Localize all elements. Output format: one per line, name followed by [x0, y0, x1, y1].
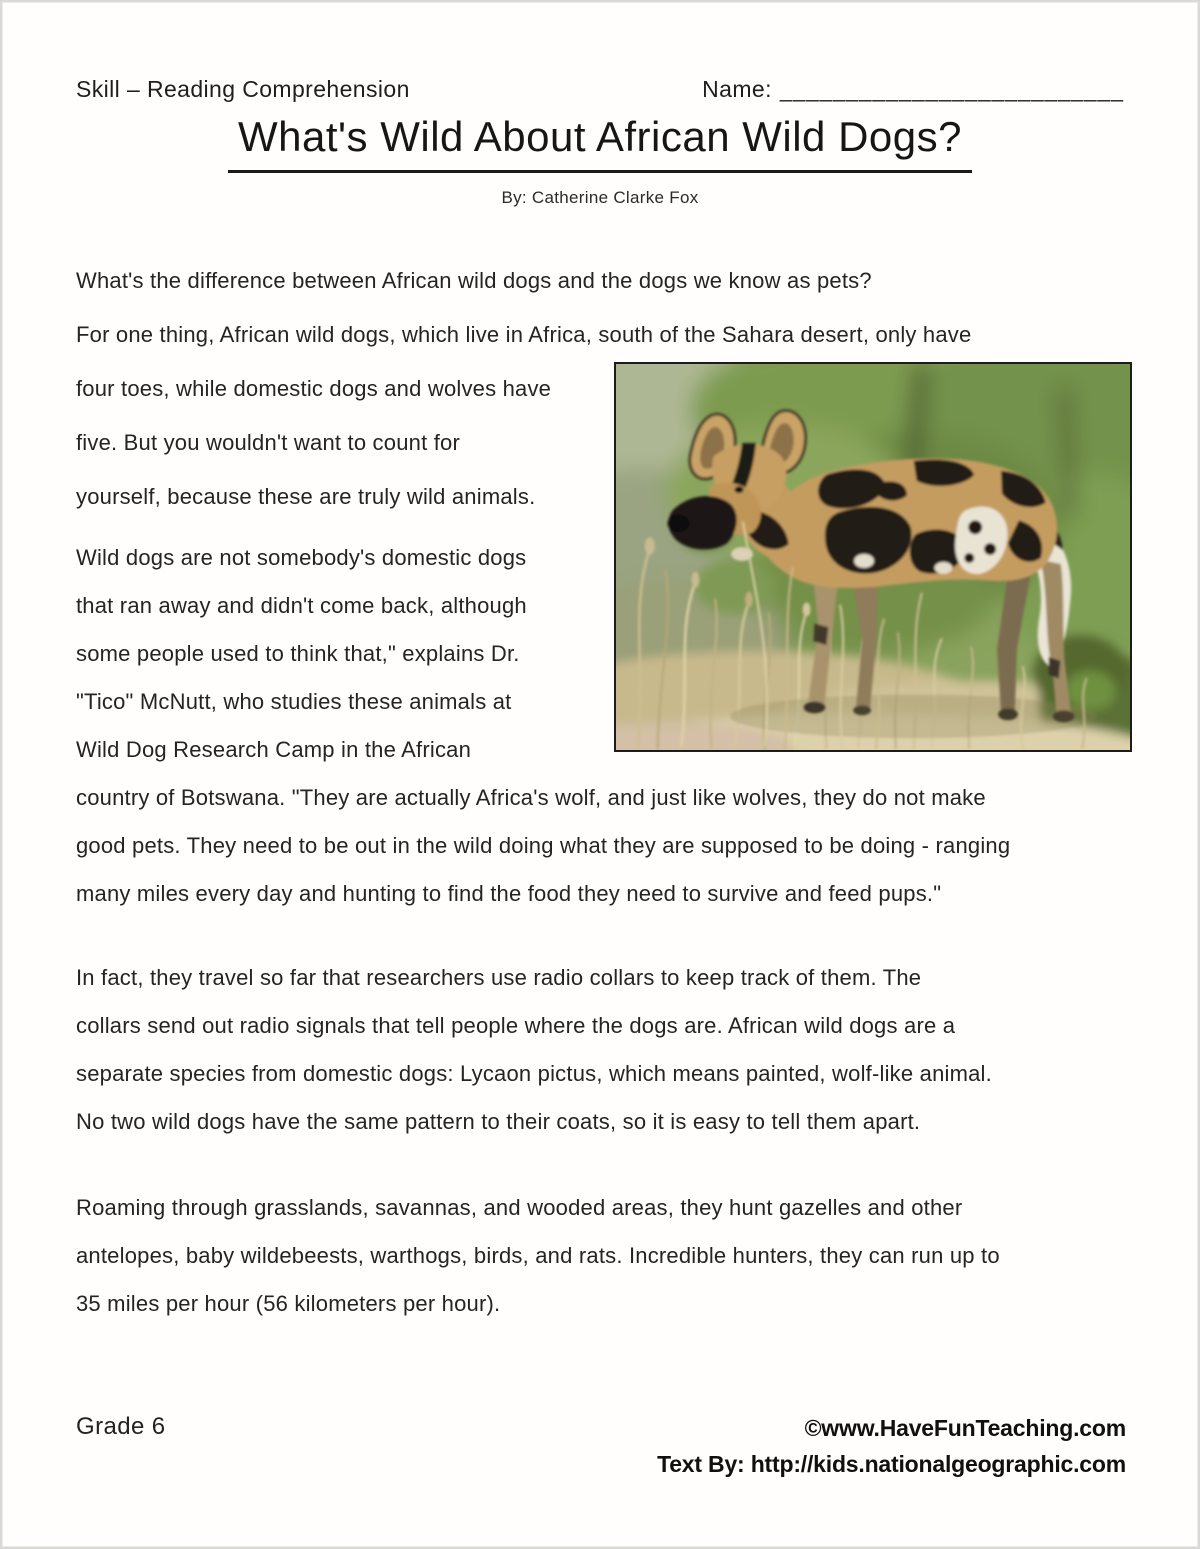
- text-line: Roaming through grasslands, savannas, and wooded areas, they hunt gazelles and other: [76, 1195, 963, 1220]
- credit-text-by: Text By: http://kids.nationalgeographic.com: [657, 1451, 1126, 1477]
- text-line: yourself, because these are truly wild animals.: [76, 484, 536, 509]
- grade-label: Grade 6: [76, 1413, 166, 1440]
- text-line: five. But you wouldn't want to count for: [76, 430, 460, 455]
- wild-dog-illustration: [616, 364, 1130, 750]
- text-line: separate species from domestic dogs: Lycaon pictus, which means painted, wolf-like animal.: [76, 1061, 992, 1086]
- text-line: 35 miles per hour (56 kilometers per hour).: [76, 1291, 501, 1316]
- text-line: "Tico" McNutt, who studies these animals at: [76, 689, 512, 714]
- name-blank-line: __________________________: [779, 77, 1124, 102]
- byline: By: Catherine Clarke Fox: [501, 188, 699, 207]
- name-field: [702, 76, 1124, 103]
- paragraph-4: [76, 1184, 1132, 1328]
- text-line: Wild dogs are not somebody's domestic dogs: [76, 545, 527, 570]
- page-footer: [76, 1410, 1126, 1482]
- paragraph-3: [76, 954, 1132, 1146]
- name-label: Name:: [702, 76, 772, 102]
- article-body: [76, 254, 1132, 1328]
- credit-site: ©www.HaveFunTeaching.com: [804, 1415, 1126, 1441]
- text-line: What's the difference between African wild dogs and the dogs we know as pets?: [76, 268, 872, 293]
- page-title: What's Wild About African Wild Dogs?: [228, 108, 972, 173]
- text-line: No two wild dogs have the same pattern to their coats, so it is easy to tell them apart.: [76, 1109, 921, 1134]
- page-header: [76, 76, 1124, 103]
- text-line: four toes, while domestic dogs and wolves have: [76, 376, 552, 401]
- text-line: many miles every day and hunting to find the food they need to survive and feed pups.": [76, 881, 942, 906]
- text-line: In fact, they travel so far that researchers use radio collars to keep track of them. The: [76, 965, 922, 990]
- text-line: antelopes, baby wildebeests, warthogs, birds, and rats. Incredible hunters, they can run up to: [76, 1243, 1000, 1268]
- text-line: that ran away and didn't come back, although: [76, 593, 527, 618]
- text-line: some people used to think that," explains Dr.: [76, 641, 520, 666]
- text-line: collars send out radio signals that tell people where the dogs are. African wild dogs are a: [76, 1013, 956, 1038]
- credits: [657, 1410, 1126, 1482]
- text-line: good pets. They need to be out in the wild doing what they are supposed to be doing - ranging: [76, 833, 1011, 858]
- title-row: [2, 108, 1198, 173]
- text-line: For one thing, African wild dogs, which live in Africa, south of the Sahara desert, only have: [76, 322, 972, 347]
- skill-label: Skill – Reading Comprehension: [76, 76, 410, 102]
- text-line: country of Botswana. "They are actually Africa's wolf, and just like wolves, they do not make: [76, 785, 986, 810]
- wild-dog-photo: [614, 362, 1132, 752]
- text-line: Wild Dog Research Camp in the African: [76, 737, 472, 762]
